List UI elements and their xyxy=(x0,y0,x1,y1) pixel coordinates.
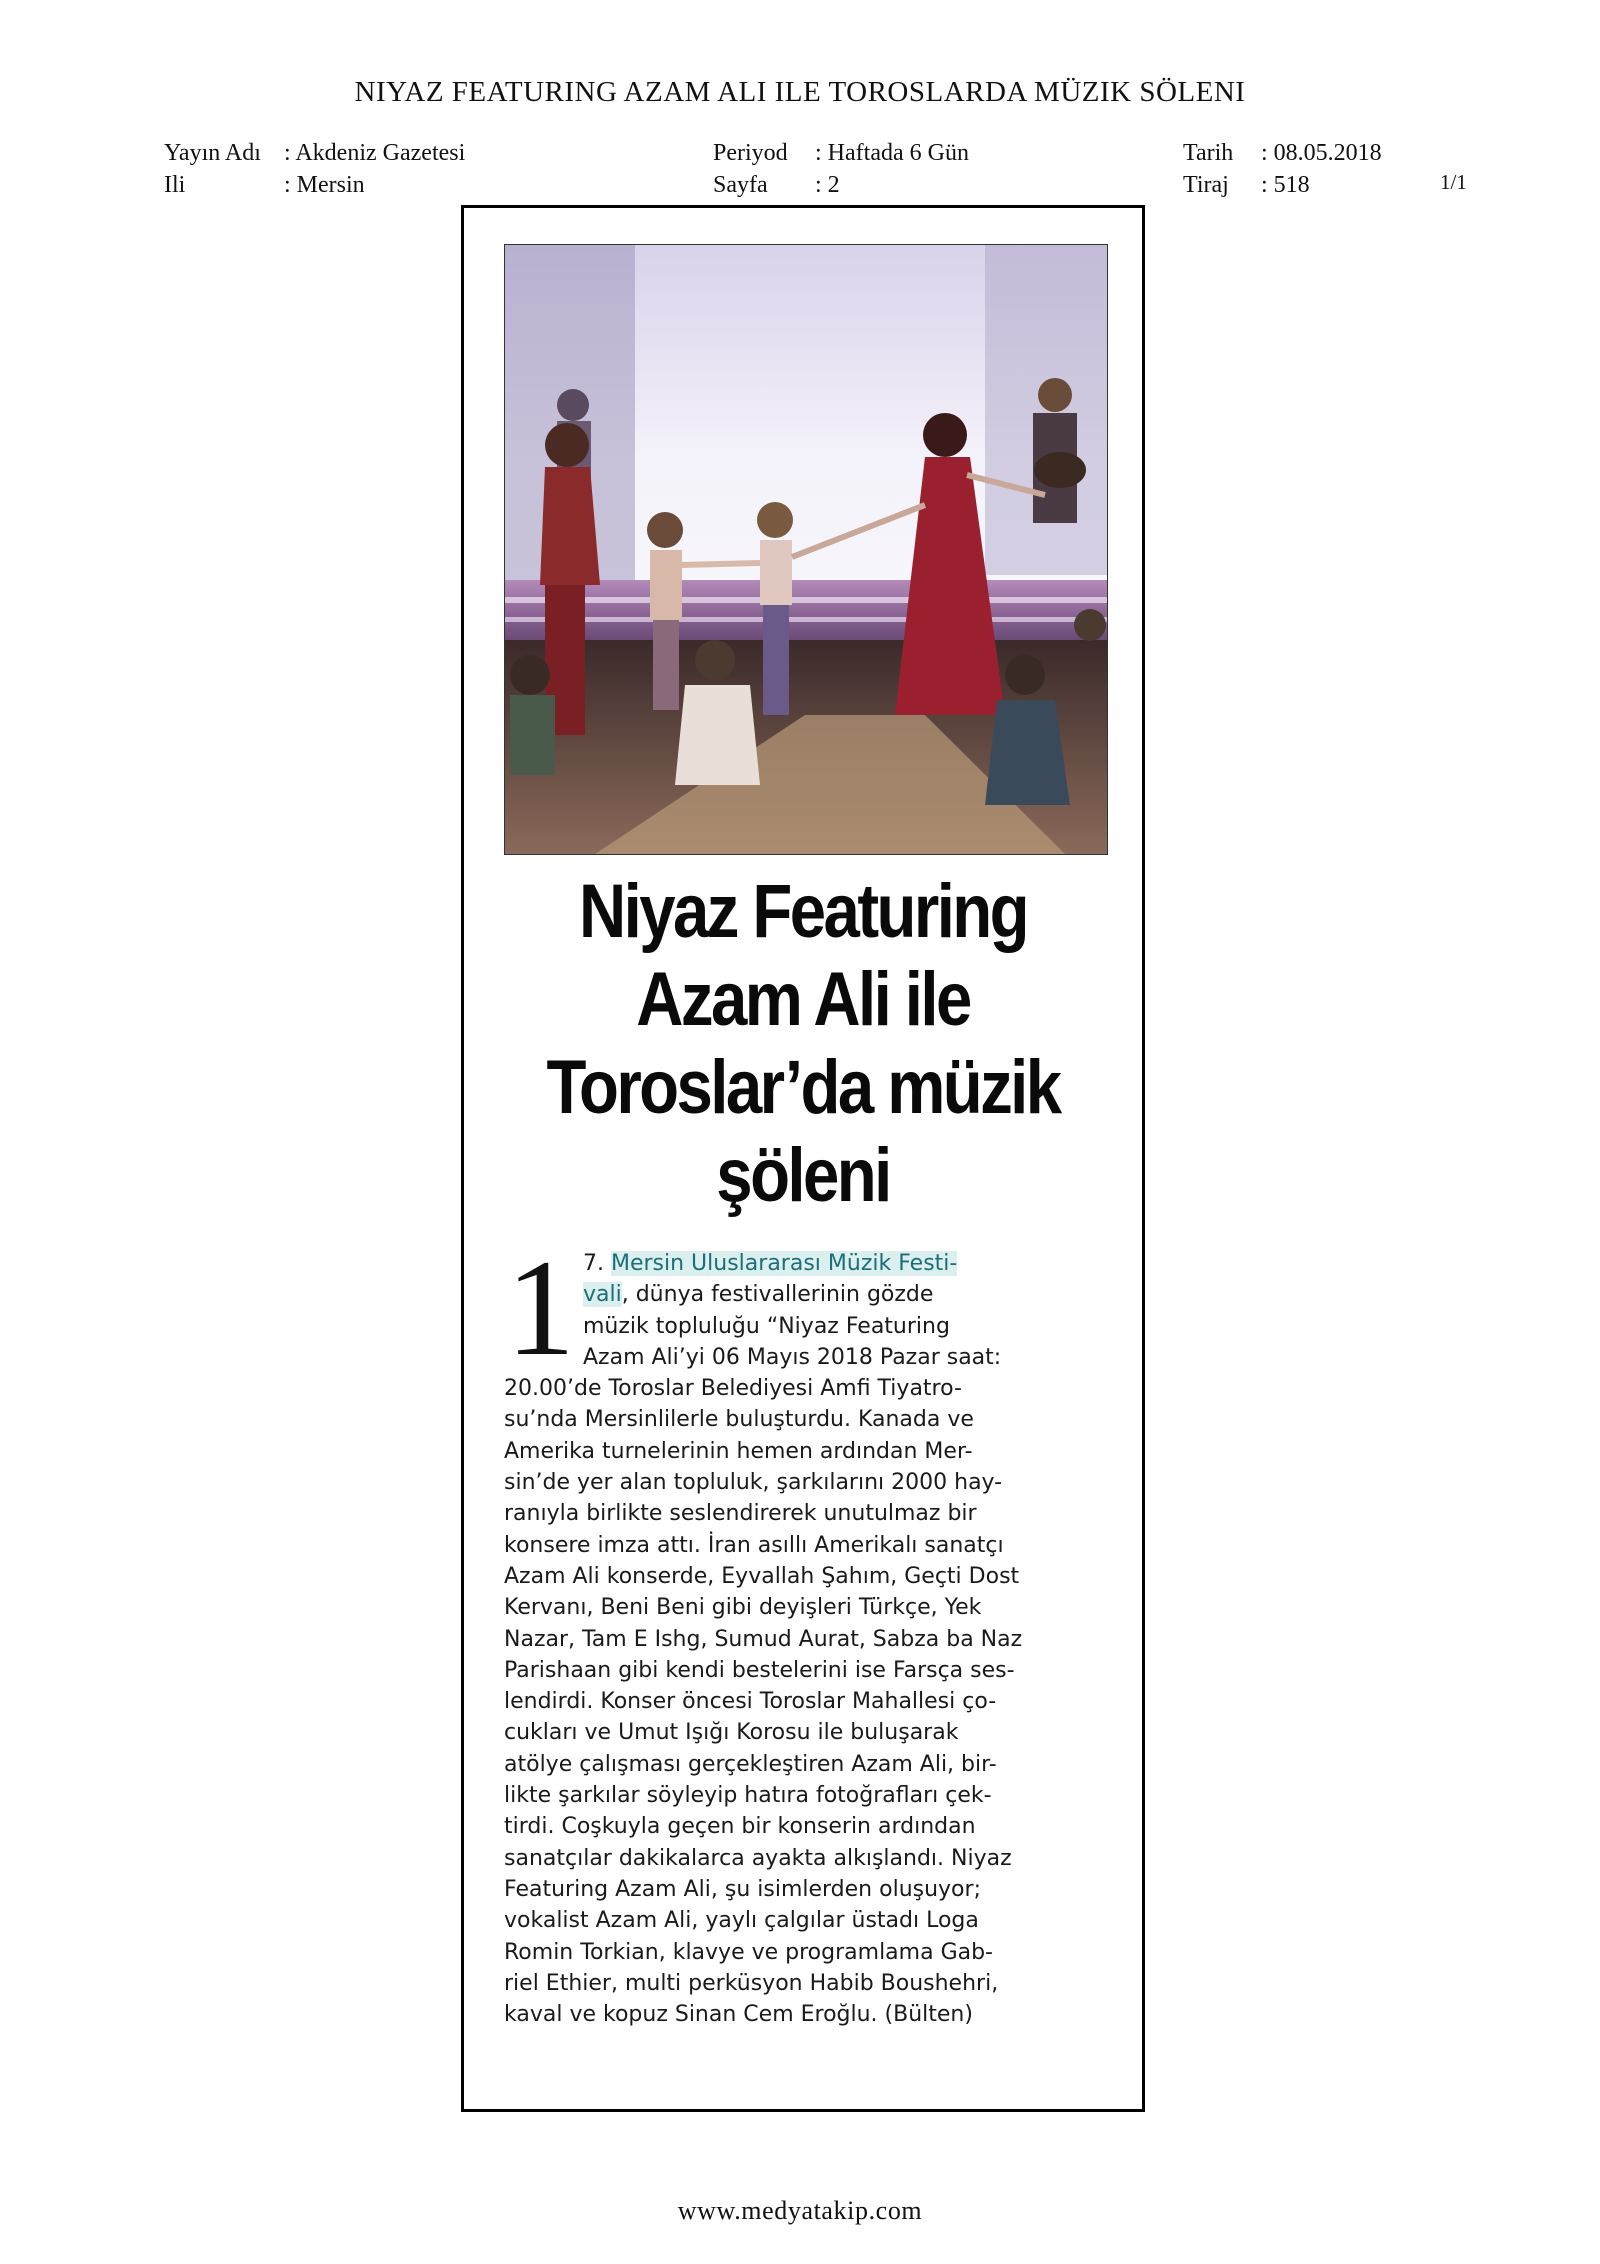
article-line: atölye çalışması gerçekleştiren Azam Ali, bir- xyxy=(504,1751,997,1777)
article-line: Azam Ali konserde, Eyvallah Şahım, Geçti Dost xyxy=(504,1563,1020,1589)
tiraj-label: Tiraj xyxy=(1183,172,1229,198)
article-line: ranıyla birlikte seslendirerek unutulmaz bir xyxy=(504,1501,977,1527)
article-line: lendirdi. Konser öncesi Toroslar Mahallesi ço- xyxy=(504,1689,997,1715)
footer-url: www.medyatakip.com xyxy=(677,2196,923,2225)
article-line-rest: , dünya festivallerinin gözde xyxy=(621,1282,934,1308)
article-line xyxy=(504,1248,1104,1279)
page-count: 1/1 xyxy=(1440,170,1467,194)
yayin-value: : Akdeniz Gazetesi xyxy=(284,140,466,166)
il-value: : Mersin xyxy=(284,172,365,198)
headline-line: Toroslar’da müzik xyxy=(546,1045,1060,1130)
sayfa-label: Sayfa xyxy=(713,172,768,198)
yayin-label: Yayın Adı xyxy=(164,140,261,166)
news-clipping xyxy=(461,205,1145,2112)
meta-period xyxy=(713,137,969,201)
article-line: 20.00’de Toroslar Belediyesi Amfi Tiyatro- xyxy=(504,1376,962,1402)
article-line xyxy=(504,1279,1104,1310)
article-line: likte şarkılar söyleyip hatıra fotoğrafları çek- xyxy=(504,1783,992,1809)
article-line: tirdi. Coşkuyla geçen bir konserin ardından xyxy=(504,1814,976,1840)
article-line: Featuring Azam Ali, şu isimlerden oluşuyor; xyxy=(504,1876,981,1902)
article-line: müzik topluluğu “Niyaz Featuring xyxy=(583,1313,950,1339)
sayfa-value: : 2 xyxy=(815,172,840,198)
article-line: sin’de yer alan topluluk, şarkılarını 2000 hay- xyxy=(504,1470,1003,1496)
article-line: cukları ve Umut Işığı Korosu ile buluşarak xyxy=(504,1720,959,1746)
tiraj-value: : 518 xyxy=(1261,172,1310,198)
drop-cap: 1 xyxy=(506,1231,575,1384)
meta-publication xyxy=(164,137,465,201)
concert-photo xyxy=(504,244,1108,855)
article-line: su’nda Mersinlilerle buluşturdu. Kanada ve xyxy=(504,1407,974,1433)
article-line: Nazar, Tam E Ishg, Sumud Aurat, Sabza ba Naz xyxy=(504,1626,1023,1652)
tarih-value: : 08.05.2018 xyxy=(1261,140,1382,166)
tarih-label: Tarih xyxy=(1183,140,1234,166)
headline-line: Niyaz Featuring xyxy=(579,869,1027,954)
article-line: sanatçılar dakikalarca ayakta alkışlandı. Niyaz xyxy=(504,1845,1012,1871)
article-line: Amerika turnelerinin hemen ardından Mer- xyxy=(504,1438,973,1464)
festival-highlight: Mersin Uluslararası Müzik Festi- xyxy=(610,1251,958,1276)
periyod-label: Periyod xyxy=(713,140,788,166)
il-label: Ili xyxy=(164,172,186,198)
article-line-lead: 7. xyxy=(583,1251,611,1276)
festival-highlight: vali xyxy=(583,1282,622,1308)
article-line: Kervanı, Beni Beni gibi deyişleri Türkçe, Yek xyxy=(504,1595,982,1621)
headline-line: Azam Ali ile xyxy=(636,957,970,1042)
article-body xyxy=(504,1231,1104,2030)
periyod-value: : Haftada 6 Gün xyxy=(815,140,969,166)
headline xyxy=(511,868,1094,1220)
article-line: vokalist Azam Ali, yaylı çalgılar üstadı Loga xyxy=(504,1908,979,1934)
meta-date xyxy=(1183,137,1382,201)
article-line: riel Ethier, multi perküsyon Habib Boushehri, xyxy=(504,1970,999,1996)
article-line: kaval ve kopuz Sinan Cem Eroğlu. (Bülten) xyxy=(504,2002,973,2028)
headline-line: şöleni xyxy=(716,1133,890,1218)
document-title: NIYAZ FEATURING AZAM ALI ILE TOROSLARDA MÜZIK SÖLENI xyxy=(354,76,1246,108)
article-line: Parishaan gibi kendi bestelerini ise Farsça ses- xyxy=(504,1657,1015,1683)
article-line: konsere imza attı. İran asıllı Amerikalı sanatçı xyxy=(504,1532,1004,1558)
article-line: Romin Torkian, klavye ve programlama Gab- xyxy=(504,1939,993,1965)
concert-photo-image xyxy=(505,245,1107,854)
article-line: Azam Ali’yi 06 Mayıs 2018 Pazar saat: xyxy=(583,1344,1002,1370)
